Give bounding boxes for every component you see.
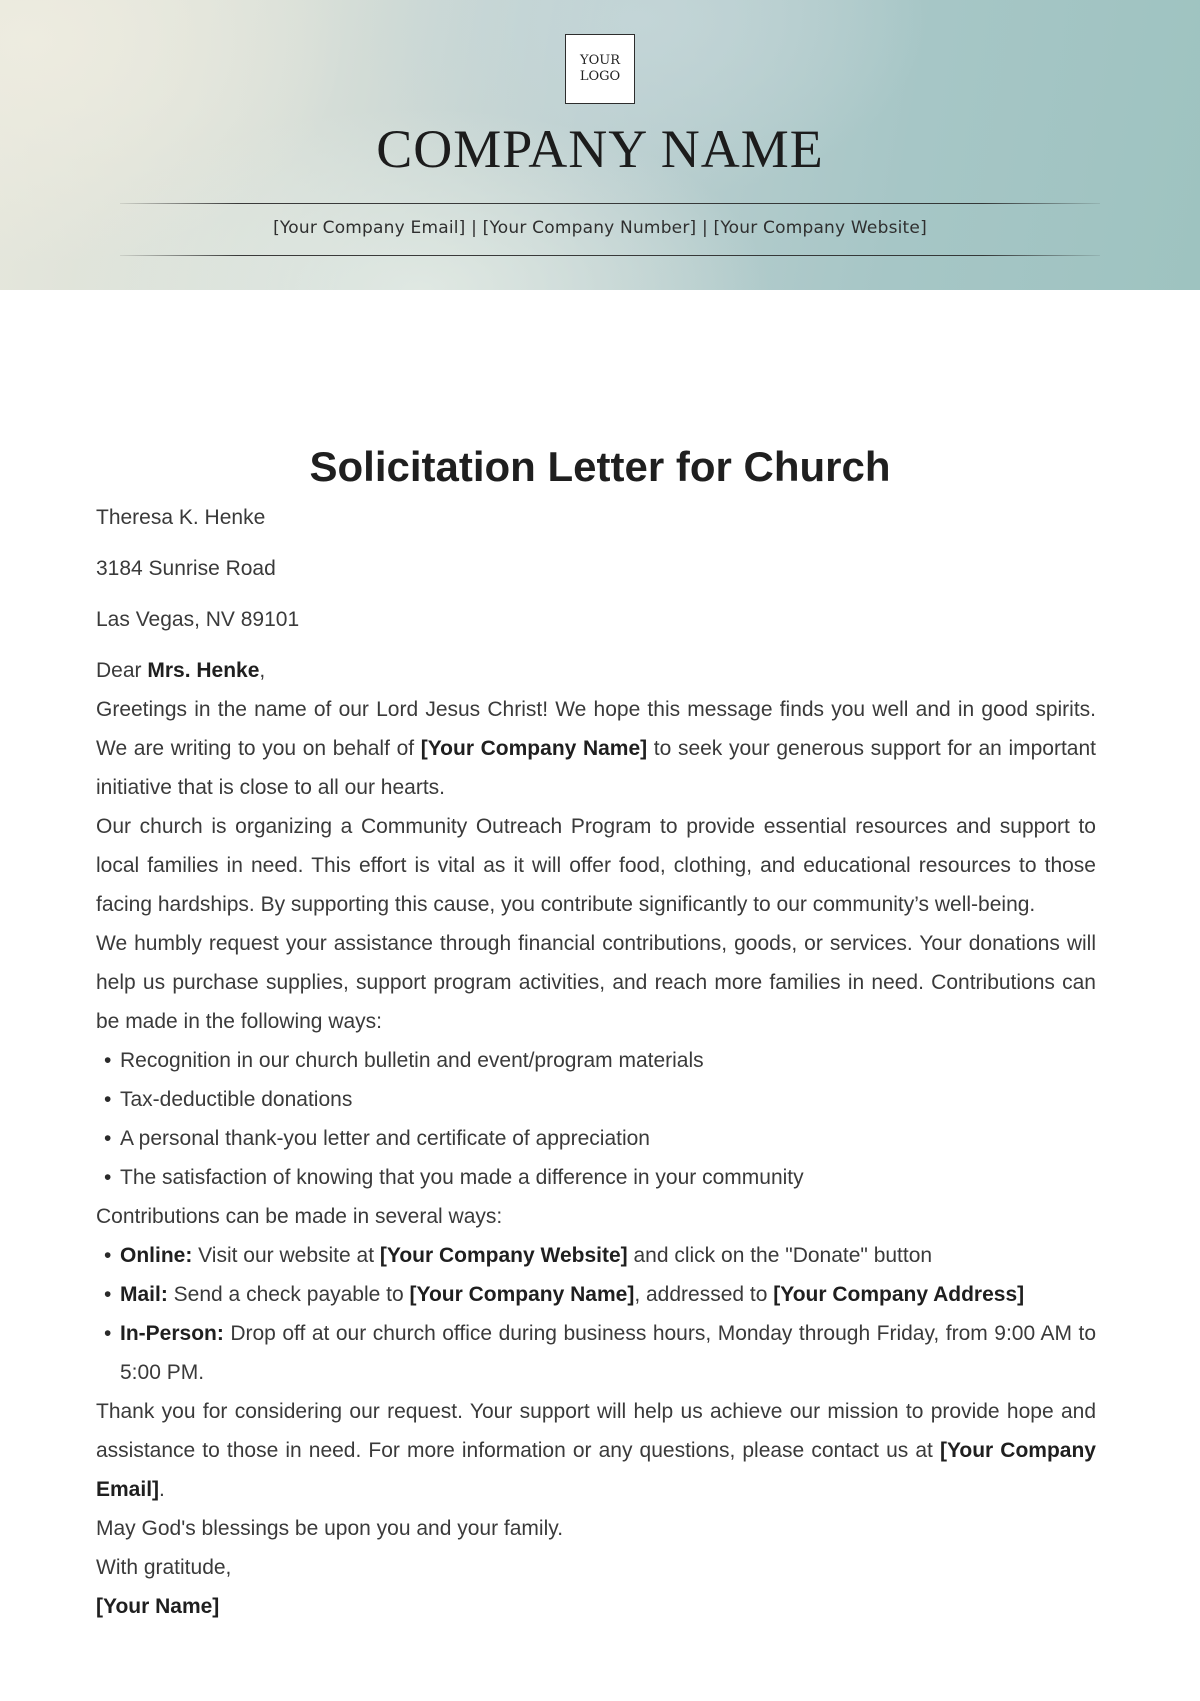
company-contacts: [Your Company Email] | [Your Company Number] | [Your Company Website]: [273, 218, 927, 238]
paragraph-greeting: Greetings in the name of our Lord Jesus Christ! We hope this message finds you well and in good spirits. We are writing to you on behalf of [Your Company Name] to seek your generous support for an important initiative that is close to all our hearts.: [96, 698, 1097, 799]
paragraph-closing: Thank you for considering our request. Your support will help us achieve our mission to provide hope and assistance to those in need. For more information or any questions, please contact us at [Your Company Email].: [96, 1400, 1096, 1501]
signature: [Your Name]: [96, 1595, 220, 1618]
letter-body: [96, 498, 1096, 1626]
logo-line-2: LOGO: [579, 69, 621, 84]
header-divider-bottom: [120, 255, 1100, 256]
paragraph-program: Our church is organizing a Community Outreach Program to provide essential resources and support to local families in need. This effort is vital as it will offer food, clothing, and educational resources to those facing hardships. By supporting this cause, you contribute significantly to our community’s well-being.: [96, 815, 1096, 916]
recipient-street: 3184 Sunrise Road: [96, 557, 276, 580]
company-name: COMPANY NAME: [376, 119, 824, 179]
header-divider-top: [120, 203, 1100, 204]
letterhead-banner: [0, 0, 1200, 290]
logo-line-1: YOUR: [580, 53, 620, 68]
paragraph-request: We humbly request your assistance through financial contributions, goods, or services. Your donations will help us purchase supplies, support program activities, and reach more families in need. Contributions can be made in the following ways:: [96, 932, 1096, 1033]
recipient-name: Theresa K. Henke: [96, 506, 266, 529]
list-item: • The satisfaction of knowing that you made a difference in your community: [120, 1158, 1096, 1197]
contribution-ways-list: [96, 1236, 1096, 1392]
benefits-list: [96, 1041, 1096, 1197]
list-item: • Recognition in our church bulletin and event/program materials: [120, 1041, 1096, 1080]
list-item: • Tax-deductible donations: [120, 1080, 1096, 1119]
company-logo: [565, 34, 635, 104]
way-mail: • Mail: Send a check payable to [Your Company Name], addressed to [Your Company Address]: [120, 1275, 1096, 1314]
recipient-city: Las Vegas, NV 89101: [96, 608, 300, 631]
salutation: Dear Mrs. Henke,: [96, 659, 266, 682]
way-online: • Online: Visit our website at [Your Company Website] and click on the "Donate" button: [120, 1236, 1096, 1275]
ways-intro: Contributions can be made in several ways:: [96, 1205, 503, 1228]
way-in-person: • In-Person: Drop off at our church office during business hours, Monday through Friday, from 9:00 AM to 5:00 PM.: [120, 1314, 1096, 1392]
list-item: • A personal thank-you letter and certificate of appreciation: [120, 1119, 1096, 1158]
signoff: With gratitude,: [96, 1556, 232, 1579]
blessing: May God's blessings be upon you and your family.: [96, 1517, 564, 1540]
letter-title: Solicitation Letter for Church: [309, 443, 891, 490]
